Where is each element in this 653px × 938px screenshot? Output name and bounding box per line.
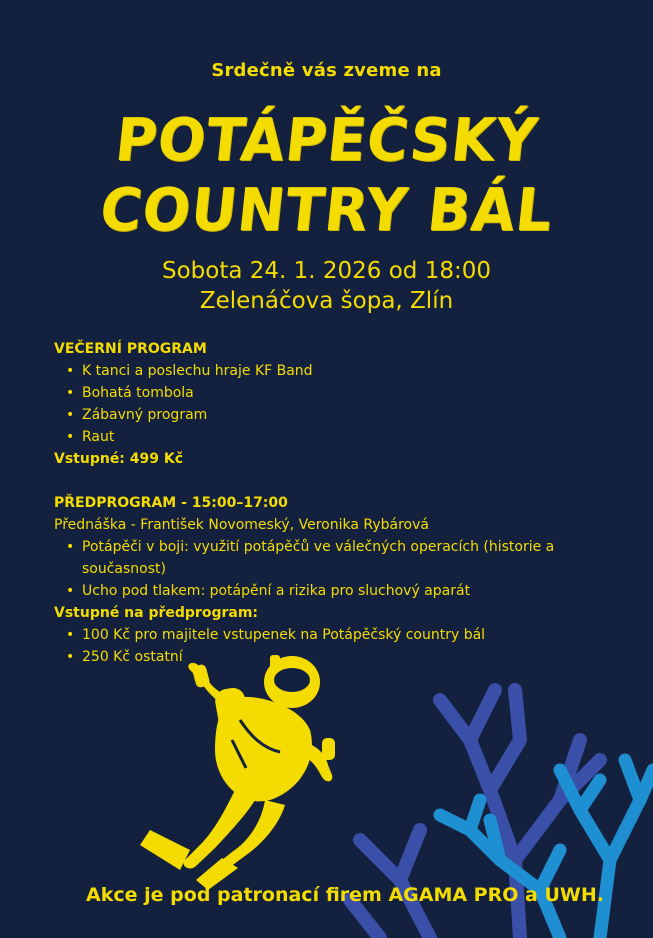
- list-item: • Potápěči v boji: využití potápěčů ve válečných operacích (historie a současnost): [82, 536, 564, 580]
- preprogram-fees: [54, 624, 614, 668]
- evening-heading: VEČERNÍ PROGRAM: [54, 341, 207, 357]
- invite-text: Srdečně vás zveme na: [211, 60, 442, 81]
- list-item: • K tanci a poslechu hraje KF Band: [82, 360, 614, 382]
- evening-list: [54, 360, 614, 448]
- preprogram-heading: PŘEDPROGRAM - 15:00–17:00: [54, 495, 288, 511]
- preprogram-fee-label: Vstupné na předprogram:: [54, 605, 259, 621]
- list-item: • Bohatá tombola: [82, 382, 614, 404]
- evening-fee: Vstupné: 499 Kč: [54, 451, 184, 467]
- title-line-1: POTÁPĚČSKÝ: [112, 106, 541, 175]
- lecture-line: Přednáška - František Novomeský, Veronika Rybárová: [54, 517, 429, 533]
- event-date: Sobota 24. 1. 2026 od 18:00: [161, 258, 492, 284]
- program-section: [54, 338, 614, 668]
- footer-patronage: Akce je pod patronací firem AGAMA PRO a UWH.: [86, 884, 604, 906]
- event-venue: Zelenáčova šopa, Zlín: [199, 288, 454, 314]
- list-item: • Zábavný program: [82, 404, 614, 426]
- list-item: • 100 Kč pro majitele vstupenek na Potápěčský country bál: [82, 624, 614, 646]
- list-item: • Raut: [82, 426, 614, 448]
- title-line-2: COUNTRY BÁL: [96, 176, 557, 245]
- list-item: • Ucho pod tlakem: potápění a rizika pro sluchový aparát: [82, 580, 564, 602]
- list-item: • 250 Kč ostatní: [82, 646, 614, 668]
- preprogram-list: [54, 536, 614, 602]
